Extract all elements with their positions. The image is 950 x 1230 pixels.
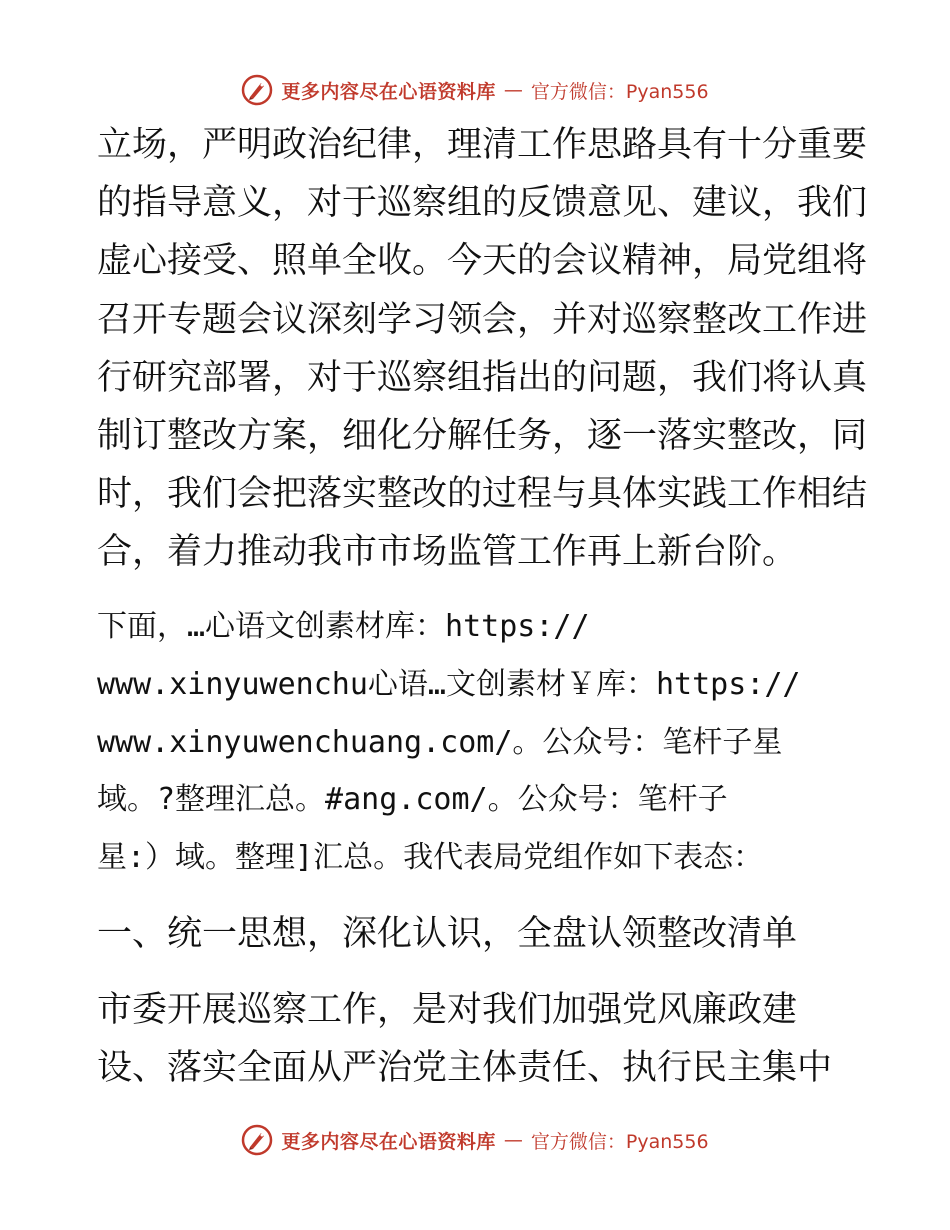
footer-separator: —: [503, 1129, 523, 1151]
body-line-4: 召开专题会议深刻学习领会，并对巡察整改工作进: [97, 300, 868, 340]
header-site-text: 更多内容尽在心语资料库: [281, 80, 496, 103]
body-line-1: 立场，严明政治纪律，理清工作思路具有十分重要: [97, 125, 868, 165]
footer-watermark-banner: [0, 1120, 950, 1160]
body-line-6: 制订整改方案，细化分解任务，逐一落实整改，同: [97, 416, 868, 456]
body-line-11: www.xinyuwenchuang.com/。公众号：笔杆子星: [97, 725, 783, 760]
header-separator: —: [503, 79, 523, 101]
quill-pen-logo-icon: [241, 74, 273, 106]
footer-site-text: 更多内容尽在心语资料库: [281, 1130, 496, 1153]
body-line-15: 市委开展巡察工作，是对我们加强党风廉政建: [97, 990, 798, 1030]
header-wechat-text: 官方微信：Pyan556: [530, 80, 709, 103]
body-line-13: 星:）域。整理]汇总。我代表局党组作如下表态：: [97, 840, 764, 875]
body-line-7: 时，我们会把落实整改的过程与具体实践工作相结: [97, 474, 868, 514]
footer-wechat-text: 官方微信：Pyan556: [530, 1130, 709, 1153]
body-line-10: www.xinyuwenchu心语…文创素材￥库：https://: [97, 667, 801, 702]
body-line-8: 合，着力推动我市市场监管工作再上新台阶。: [97, 532, 798, 572]
body-line-16: 设、落实全面从严治党主体责任、执行民主集中: [97, 1048, 833, 1088]
body-line-5: 行研究部署，对于巡察组指出的问题，我们将认真: [97, 358, 868, 398]
body-line-3: 虚心接受、照单全收。今天的会议精神，局党组将: [97, 241, 868, 281]
section-heading-1: 一、统一思想，深化认识，全盘认领整改清单: [97, 914, 798, 954]
body-line-9: 下面，…心语文创素材库：https://: [97, 609, 590, 644]
quill-pen-logo-icon: [241, 1124, 273, 1156]
body-line-12: 域。?整理汇总。#ang.com/。公众号：笔杆子: [97, 782, 728, 817]
body-line-2: 的指导意义，对于巡察组的反馈意见、建议，我们: [97, 183, 868, 223]
header-watermark-banner: [0, 70, 950, 110]
